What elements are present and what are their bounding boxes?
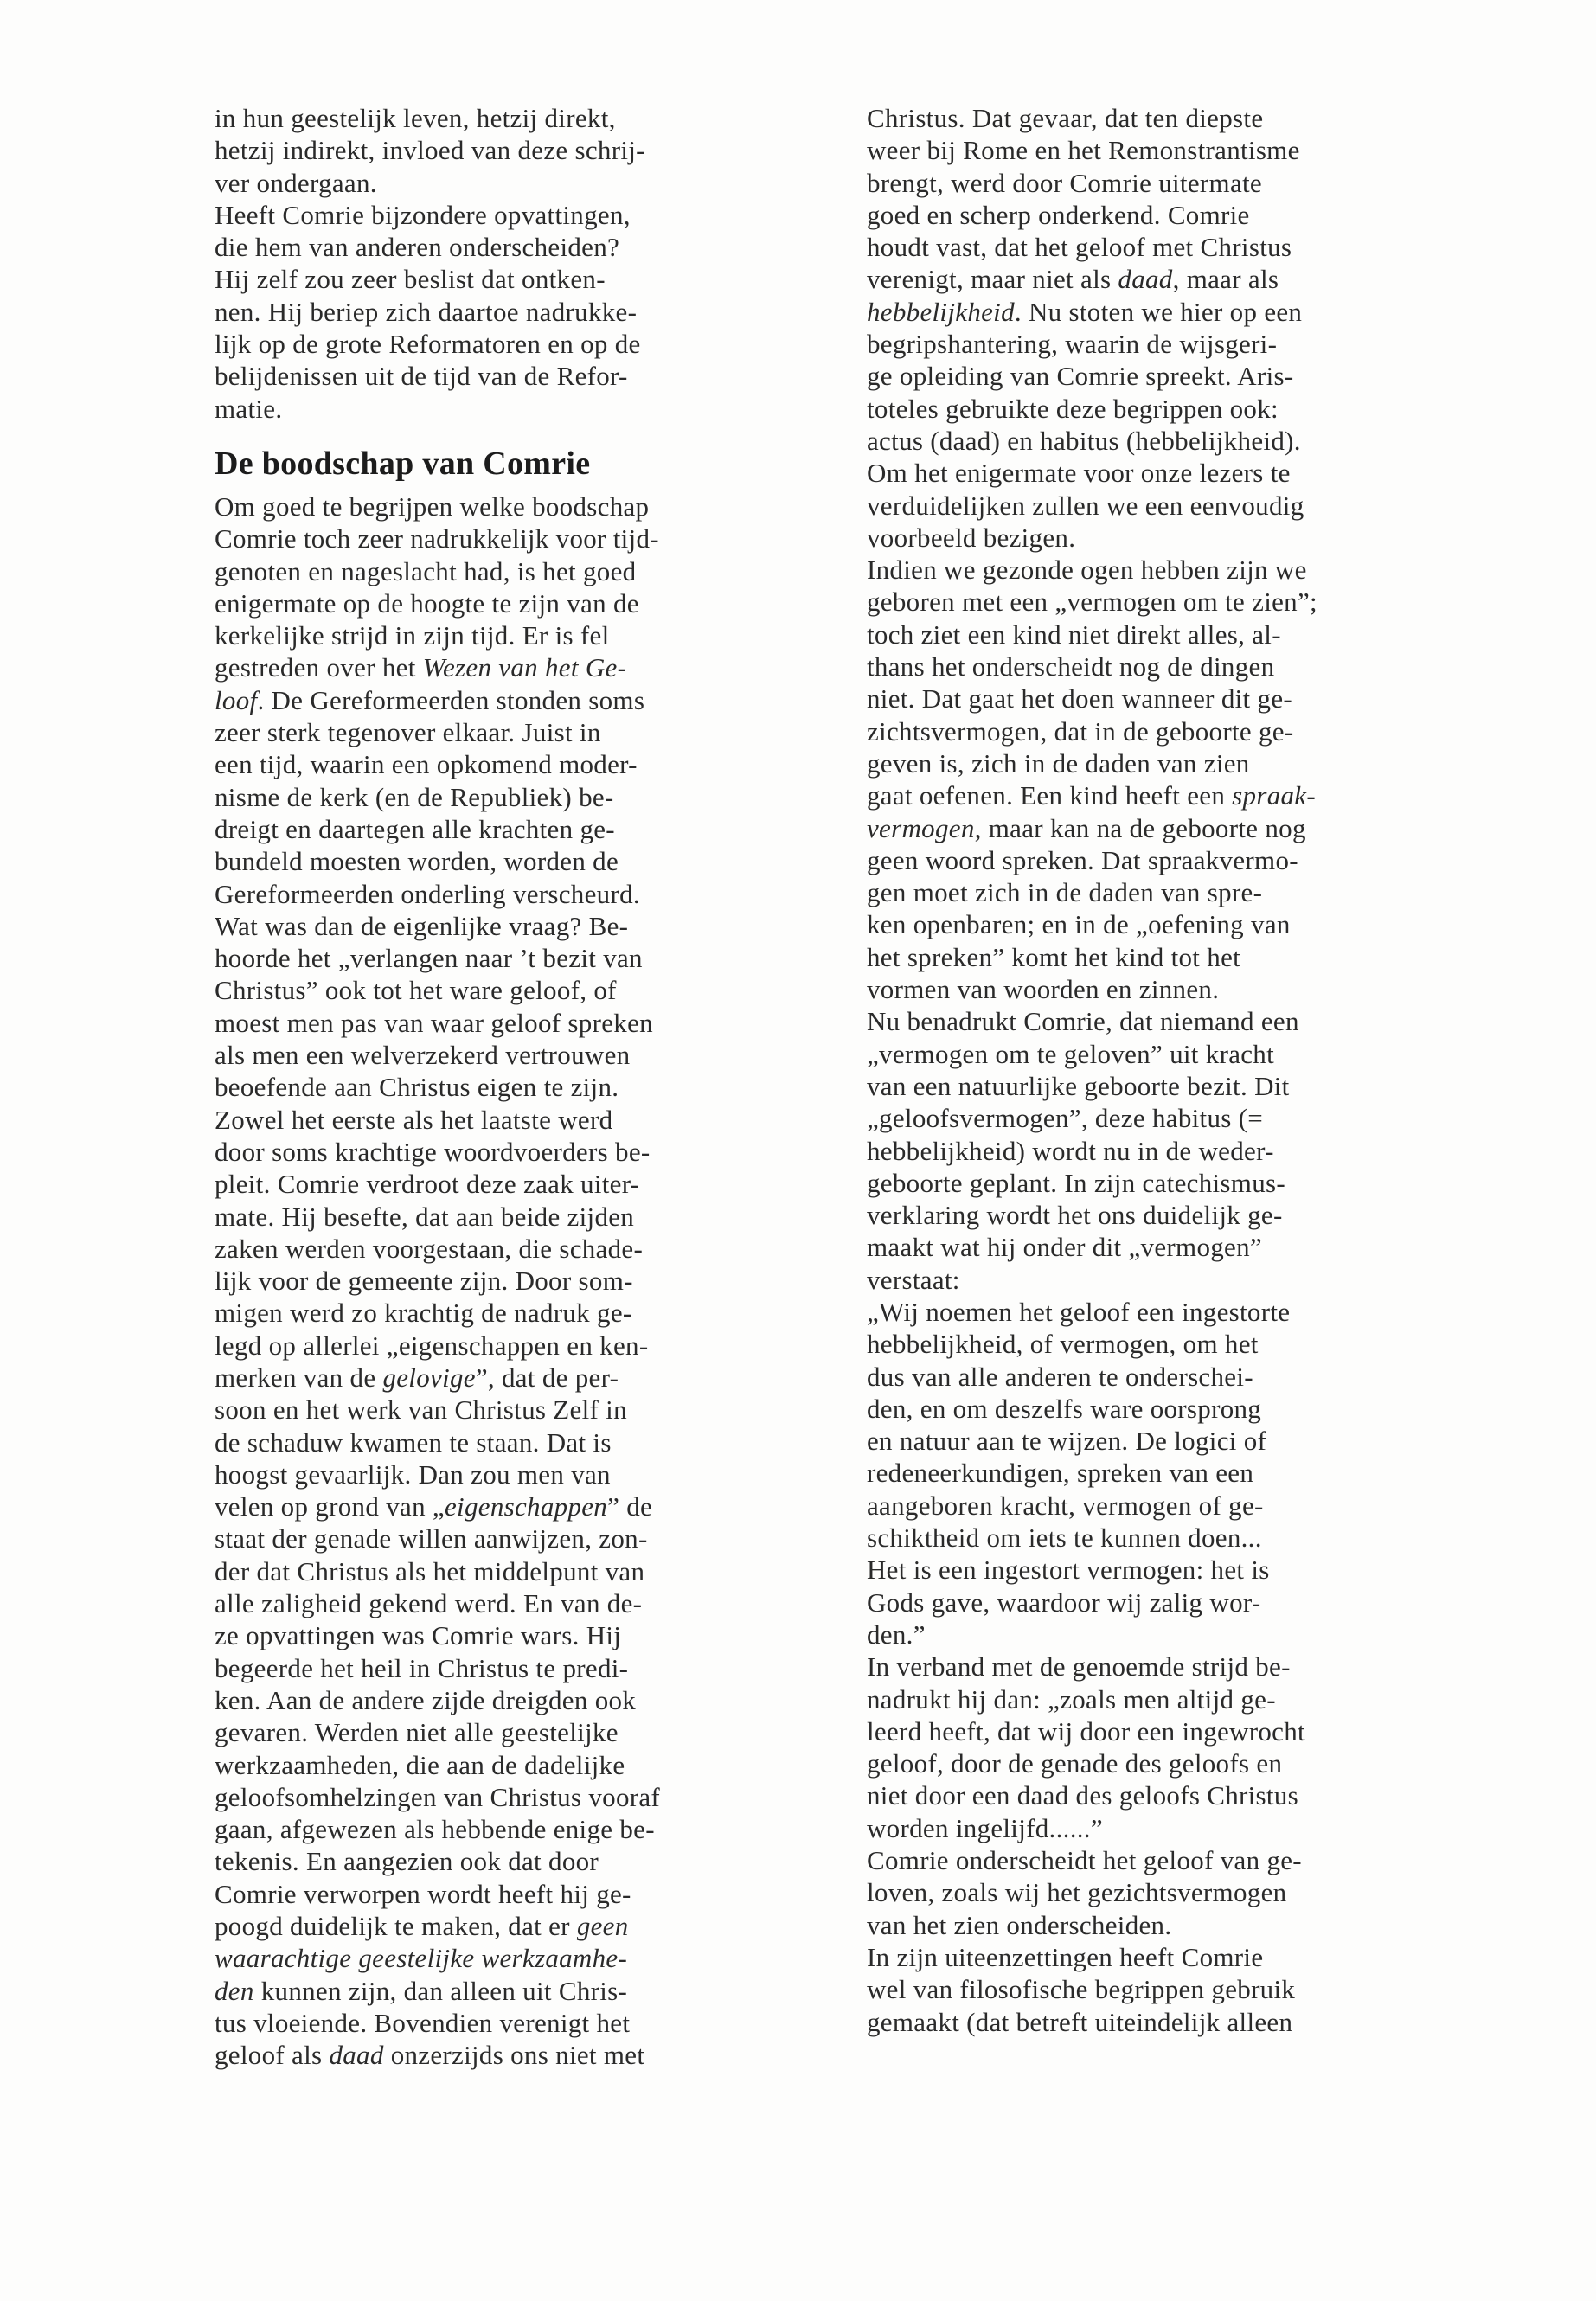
paragraph: Nu benadrukt Comrie, dat niemand een „vermogen om te geloven” uit kracht van een natuurlijke geboorte bezit. Dit „geloofsvermogen”, deze habitus (= hebbelijkheid) wordt nu in de weder- geboorte geplant. In zijn catechismus- verklaring wordt het ons duidelijk ge- maakt wat hij onder dit „vermogen” verstaat: (867, 1006, 1299, 1295)
paragraph: in hun geestelijk leven, hetzij direkt, hetzij indirekt, invloed van deze schrij- ver ondergaan. (215, 103, 645, 198)
paragraph: Christus. Dat gevaar, dat ten diepste weer bij Rome en het Remonstrantisme brengt, werd door Comrie uitermate goed en scherp onderkend. Comrie houdt vast, dat het geloof met Christus verenigt, maar niet als daad, maar als hebbelijkheid. Nu stoten we hier op een begripshantering, waarin de wijsgeri- ge opleiding van Comrie spreekt. Aris- toteles gebruikte deze begrippen ook: actus (daad) en habitus (hebbelijkheid). Om het enigermate voor onze lezers te verduidelijken zullen we een eenvoudig voorbeeld bezigen. (867, 103, 1304, 553)
italic-text: gelovige (382, 1362, 476, 1393)
italic-text: Wezen van het Ge- loof (215, 652, 627, 715)
paragraph: Heeft Comrie bijzondere opvattingen, die hem van anderen onderscheiden? Hij zelf zou zeer beslist dat ontken- nen. Hij beriep zich daartoe nadrukke- lijk op de grote Reformatoren en op de belijdenissen uit de tijd van de Refor- matie. (215, 199, 641, 424)
paragraph: In zijn uiteenzettingen heeft Comrie wel van filosofische begrippen gebruik gemaakt (dat betreft uiteindelijk alleen (867, 1941, 1296, 2037)
paragraph: In verband met de genoemde strijd be- nadrukt hij dan: „zoals men altijd ge- leerd heeft, dat wij door een ingewrocht geloof, door de genade des geloofs en niet door een daad des geloofs Christus worden ingelijfd......” (867, 1651, 1305, 1843)
italic-text: geen waarachtige geestelijke werkzaamhe- den (215, 1911, 629, 2006)
italic-text: hebbelijkheid (867, 296, 1015, 327)
paragraph: Om goed te begrijpen welke boodschap Comrie toch zeer nadrukkelijk voor tijd- genoten en nageslacht had, is het goed enigermate op de hoogte te zijn van de kerkelijke strijd in zijn tijd. Er is fel gestreden over het Wezen van het Ge- loof. De Gereformeerden stonden soms zeer sterk tegenover elkaar. Juist in een tijd, waarin een opkomend moder- nisme de kerk (en de Republiek) be- dreigt en daartegen alle krachten ge- bundeld moesten worden, worden de Gereformeerden onderling verscheurd. (215, 490, 659, 909)
paragraph: Wat was dan de eigenlijke vraag? Be- hoorde het „verlangen naar ’t bezit van Christus” ook tot het ware geloof, of moest men pas van waar geloof spreken als men een welverzekerd vertrouwen beoefende aan Christus eigen te zijn. Zowel het eerste als het laatste werd door soms krachtige woordvoerders be- pleit. Comrie verdroot deze zaak uiter- mate. Hij besefte, dat aan beide zijden zaken werden voorgestaan, die schade- lijk voor de gemeente zijn. Door som- migen werd zo krachtig de nadruk ge- legd op allerlei „eigenschappen en ken- merken van de gelovige”, dat de per- soon en het werk van Christus Zelf in de schaduw kwamen te staan. Dat is hoogst gevaarlijk. Dan zou men van velen op grond van „eigenschappen” de staat der genade willen aanwijzen, zon- der dat Christus als het middelpunt van alle zaligheid gekend werd. En van de- ze opvattingen was Comrie wars. Hij begeerde het heil in Christus te predi- ken. Aan de andere zijde dreigden ook gevaren. Werden niet alle geestelijke werkzaamheden, die aan de dadelijke geloofsomhelzingen van Christus vooraf gaan, afgewezen als hebbende enige be- tekenis. En aangezien ook dat door Comrie verworpen wordt heeft hij ge- poogd duidelijk te maken, dat er geen waarachtige geestelijke werkzaamhe- den kunnen zijn, dan alleen uit Chris- tus vloeiende. Bovendien verenigt het geloof als daad onzerzijds ons niet met (215, 910, 661, 2071)
paragraph: Indien we gezonde ogen hebben zijn we geboren met een „vermogen om te zien”; toch ziet een kind niet direkt alles, al- thans het onderscheidt nog de dingen niet. Dat gaat het doen wanneer dit ge- zichtsvermogen, dat in de geboorte ge- geven is, zich in de daden van zien gaat oefenen. Een kind heeft een spraak- vermogen, maar kan na de geboorte nog geen woord spreken. Dat spraakvermo- gen moet zich in de daden van spre- ken openbaren; en in de „oefening van het spreken” komt het kind tot het vormen van woorden en zinnen. (867, 554, 1317, 1005)
right-column (867, 102, 1434, 2038)
paragraph: Comrie onderscheidt het geloof van ge- loven, zoals wij het gezichtsvermogen van het zien onderscheiden. (867, 1845, 1302, 1940)
section-heading: De boodschap van Comrie (215, 445, 591, 482)
italic-text: spraak- vermogen (867, 780, 1316, 843)
block-quote: „Wij noemen het geloof een ingestorte hebbelijkheid, of vermogen, om het dus van alle anderen te onderschei- den, en om deszelfs ware oorsprong en natuur aan te wijzen. De logici of redeneerkundigen, spreken van een aangeboren kracht, vermogen of ge- schiktheid om iets te kunnen doen... Het is een ingestort vermogen: het is Gods gave, waardoor wij zalig wor- den.” (867, 1296, 1291, 1650)
left-column (215, 102, 782, 2072)
italic-text: daad (329, 2040, 384, 2071)
italic-text: daad (1118, 264, 1173, 295)
italic-text: eigenschappen (444, 1491, 608, 1522)
